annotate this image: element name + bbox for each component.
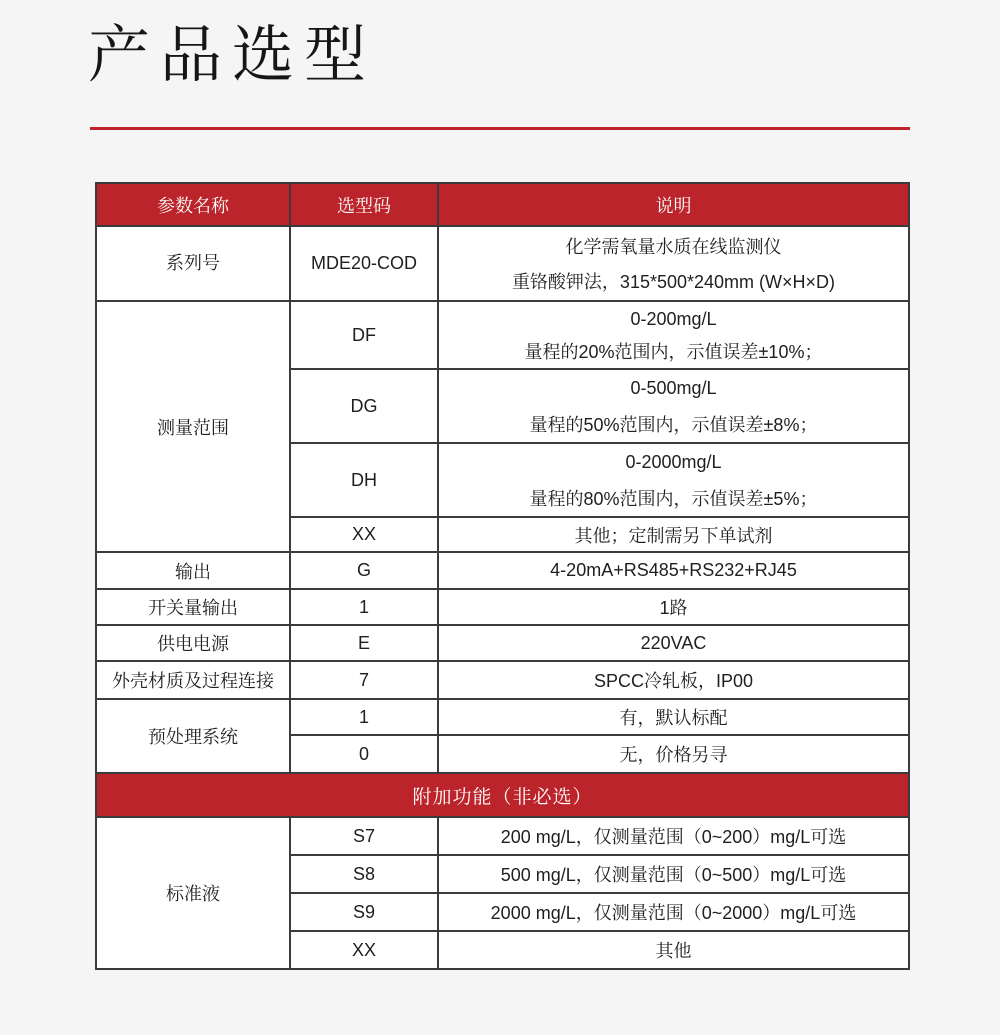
desc-cell: 200 mg/L，仅测量范围（0~200）mg/L可选 xyxy=(438,817,909,855)
desc-cell xyxy=(438,369,909,443)
table-row-pretreatment-1 xyxy=(96,699,909,735)
param-cell: 输出 xyxy=(96,552,290,589)
code-cell: S9 xyxy=(290,893,438,931)
title-underline xyxy=(90,127,910,130)
param-cell: 开关量输出 xyxy=(96,589,290,625)
header-desc: 说明 xyxy=(438,183,909,226)
param-cell-range: 测量范围 xyxy=(96,301,290,552)
page-title: 产品选型 xyxy=(88,21,377,90)
table-row-power xyxy=(96,625,909,661)
desc-line-2: 量程的50%范围内，示值误差±8%； xyxy=(529,414,818,435)
desc-cell: 无，价格另寻 xyxy=(438,735,909,773)
table-row-series xyxy=(96,226,909,301)
desc-cell: 500 mg/L，仅测量范围（0~500）mg/L可选 xyxy=(438,855,909,893)
code-cell: 0 xyxy=(290,735,438,773)
table-row-housing xyxy=(96,661,909,699)
desc-line-1: 0-2000mg/L xyxy=(625,452,722,472)
param-cell: 供电电源 xyxy=(96,625,290,661)
desc-cell xyxy=(438,443,909,517)
code-cell: 7 xyxy=(290,661,438,699)
desc-cell: 有，默认标配 xyxy=(438,699,909,735)
desc-line-1: 0-500mg/L xyxy=(630,378,717,398)
param-cell-pretreatment: 预处理系统 xyxy=(96,699,290,773)
desc-cell: 其他 xyxy=(438,931,909,969)
table-header-row xyxy=(96,183,909,226)
code-cell: G xyxy=(290,552,438,589)
code-cell: 1 xyxy=(290,589,438,625)
desc-cell: SPCC冷轧板，IP00 xyxy=(438,661,909,699)
desc-cell: 220VAC xyxy=(438,625,909,661)
code-cell: S8 xyxy=(290,855,438,893)
header-code: 选型码 xyxy=(290,183,438,226)
code-cell: 1 xyxy=(290,699,438,735)
product-selection-table xyxy=(95,182,910,970)
desc-line-2: 量程的20%范围内，示值误差±10%； xyxy=(524,342,823,362)
addon-banner-row xyxy=(96,773,909,817)
table-row-output xyxy=(96,552,909,589)
table-row-range-df xyxy=(96,301,909,369)
desc-line-1: 化学需氧量水质在线监测仪 xyxy=(565,236,782,257)
desc-line-1: 0-200mg/L xyxy=(630,308,717,329)
param-cell: 外壳材质及过程连接 xyxy=(96,661,290,699)
desc-cell: 4-20mA+RS485+RS232+RJ45 xyxy=(438,552,909,589)
code-cell: DG xyxy=(290,369,438,443)
param-cell-standard: 标准液 xyxy=(96,817,290,969)
param-cell: 系列号 xyxy=(96,226,290,301)
addon-banner-label: 附加功能（非必选） xyxy=(96,773,909,817)
desc-cell: 2000 mg/L，仅测量范围（0~2000）mg/L可选 xyxy=(438,893,909,931)
table-row-switch-output xyxy=(96,589,909,625)
code-cell: S7 xyxy=(290,817,438,855)
table-row-standard-s7 xyxy=(96,817,909,855)
code-cell: DH xyxy=(290,443,438,517)
desc-cell xyxy=(438,226,909,301)
code-cell: E xyxy=(290,625,438,661)
code-cell: XX xyxy=(290,517,438,552)
desc-line-2: 量程的80%范围内，示值误差±5%； xyxy=(529,488,818,509)
code-cell: XX xyxy=(290,931,438,969)
desc-cell: 1路 xyxy=(438,589,909,625)
desc-line-2: 重铬酸钾法，315*500*240mm (W×H×D) xyxy=(511,272,836,293)
header-param: 参数名称 xyxy=(96,183,290,226)
code-cell: DF xyxy=(290,301,438,369)
desc-cell: 其他；定制需另下单试剂 xyxy=(438,517,909,552)
code-cell: MDE20-COD xyxy=(290,226,438,301)
desc-cell xyxy=(438,301,909,369)
